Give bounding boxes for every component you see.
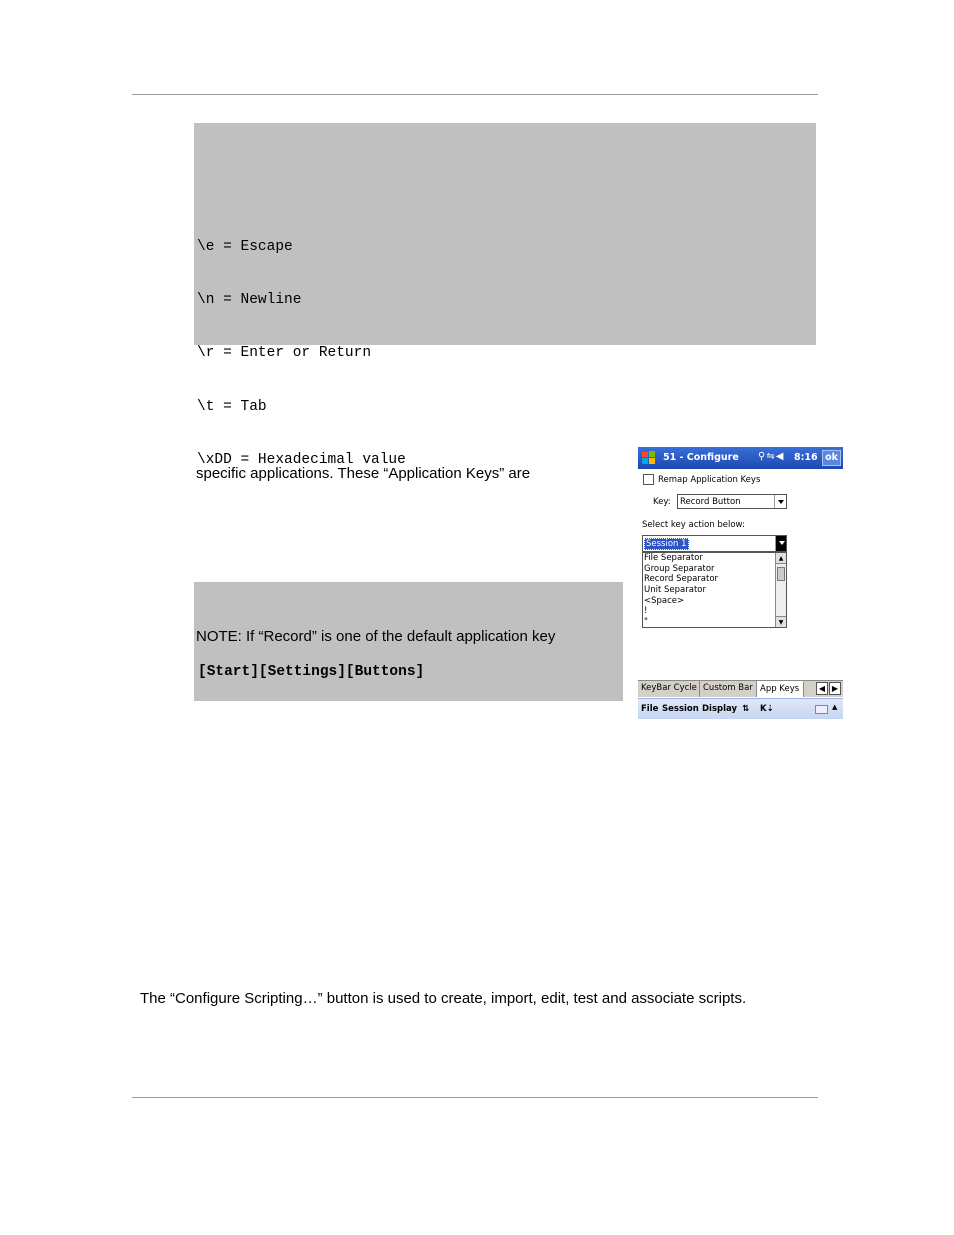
- connectivity-icon[interactable]: ⚲: [758, 451, 767, 462]
- tab-app-keys[interactable]: App Keys: [757, 681, 804, 697]
- title-bar: [638, 447, 843, 469]
- key-dropdown[interactable]: [677, 494, 787, 509]
- scroll-up-icon[interactable]: ▲: [776, 553, 786, 564]
- antenna-icon[interactable]: ⇋: [766, 451, 776, 462]
- window-title: 51 - Configure: [663, 452, 739, 463]
- remap-checkbox[interactable]: [643, 474, 654, 485]
- code-line: \r = Enter or Return: [197, 345, 372, 362]
- windows-start-icon[interactable]: [641, 450, 657, 466]
- key-dropdown-value: Record Button: [680, 497, 741, 507]
- action-dropdown[interactable]: [642, 535, 787, 552]
- remap-label: Remap Application Keys: [658, 475, 761, 485]
- keyboard-icon[interactable]: [815, 705, 828, 714]
- device-screenshot: [638, 447, 843, 719]
- list-item[interactable]: <Space>: [644, 595, 685, 606]
- code-line: \t = Tab: [197, 398, 267, 415]
- action-selected-value: Session 1: [646, 539, 687, 549]
- settings-path: [Start][Settings][Buttons]: [198, 664, 425, 680]
- list-item[interactable]: ": [644, 617, 648, 628]
- menu-display[interactable]: Display: [702, 704, 738, 714]
- tab-scroll-right-icon[interactable]: ▶: [829, 682, 841, 695]
- clock[interactable]: 8:16: [794, 452, 818, 463]
- key-label: Key:: [653, 497, 671, 507]
- tab-scroll-left-icon[interactable]: ◀: [816, 682, 828, 695]
- list-item[interactable]: !: [644, 606, 648, 617]
- speaker-icon[interactable]: ◀: [775, 451, 785, 462]
- list-item[interactable]: Group Separator: [644, 563, 715, 574]
- tab-keybar-cycle[interactable]: KeyBar Cycle: [638, 681, 700, 697]
- status-icons[interactable]: [758, 451, 784, 462]
- note-text: NOTE: If “Record” is one of the default application key: [196, 628, 556, 645]
- menu-file[interactable]: File: [641, 704, 659, 714]
- list-item[interactable]: Record Separator: [644, 574, 719, 585]
- list-item[interactable]: Unit Separator: [644, 585, 706, 596]
- code-line: \n = Newline: [197, 291, 302, 308]
- input-panel-arrow-icon[interactable]: ▲: [832, 703, 838, 711]
- ok-button[interactable]: ok: [822, 450, 841, 466]
- keyboard-mode-icon[interactable]: K⇣: [760, 704, 774, 714]
- action-list[interactable]: [642, 552, 787, 628]
- escape-codes-list: [197, 203, 406, 506]
- chevron-down-icon[interactable]: [774, 495, 786, 508]
- app-keys-paragraph: specific applications. These “Application Keys” are: [196, 465, 531, 482]
- select-action-label: Select key action below:: [642, 520, 745, 530]
- note-box: [194, 582, 623, 701]
- tab-bar: [638, 680, 843, 697]
- scripting-paragraph: The “Configure Scripting…” button is used to create, import, edit, test and associate scripts.: [140, 990, 747, 1007]
- chevron-down-icon[interactable]: [775, 536, 786, 551]
- sort-arrows-icon[interactable]: ⇅: [742, 704, 750, 714]
- code-line: \xDD = Hexadecimal value: [197, 452, 406, 469]
- list-item[interactable]: File Separator: [644, 553, 703, 563]
- scroll-down-icon[interactable]: ▼: [776, 616, 786, 627]
- footer-rule: [132, 1097, 818, 1098]
- tab-custom-bar[interactable]: Custom Bar: [700, 681, 757, 697]
- code-line: \e = Escape: [197, 238, 293, 255]
- menu-bar: [638, 698, 843, 719]
- list-scrollbar[interactable]: [775, 553, 786, 627]
- header-rule: [132, 94, 818, 95]
- menu-session[interactable]: Session: [662, 704, 699, 714]
- scroll-thumb[interactable]: [777, 567, 785, 581]
